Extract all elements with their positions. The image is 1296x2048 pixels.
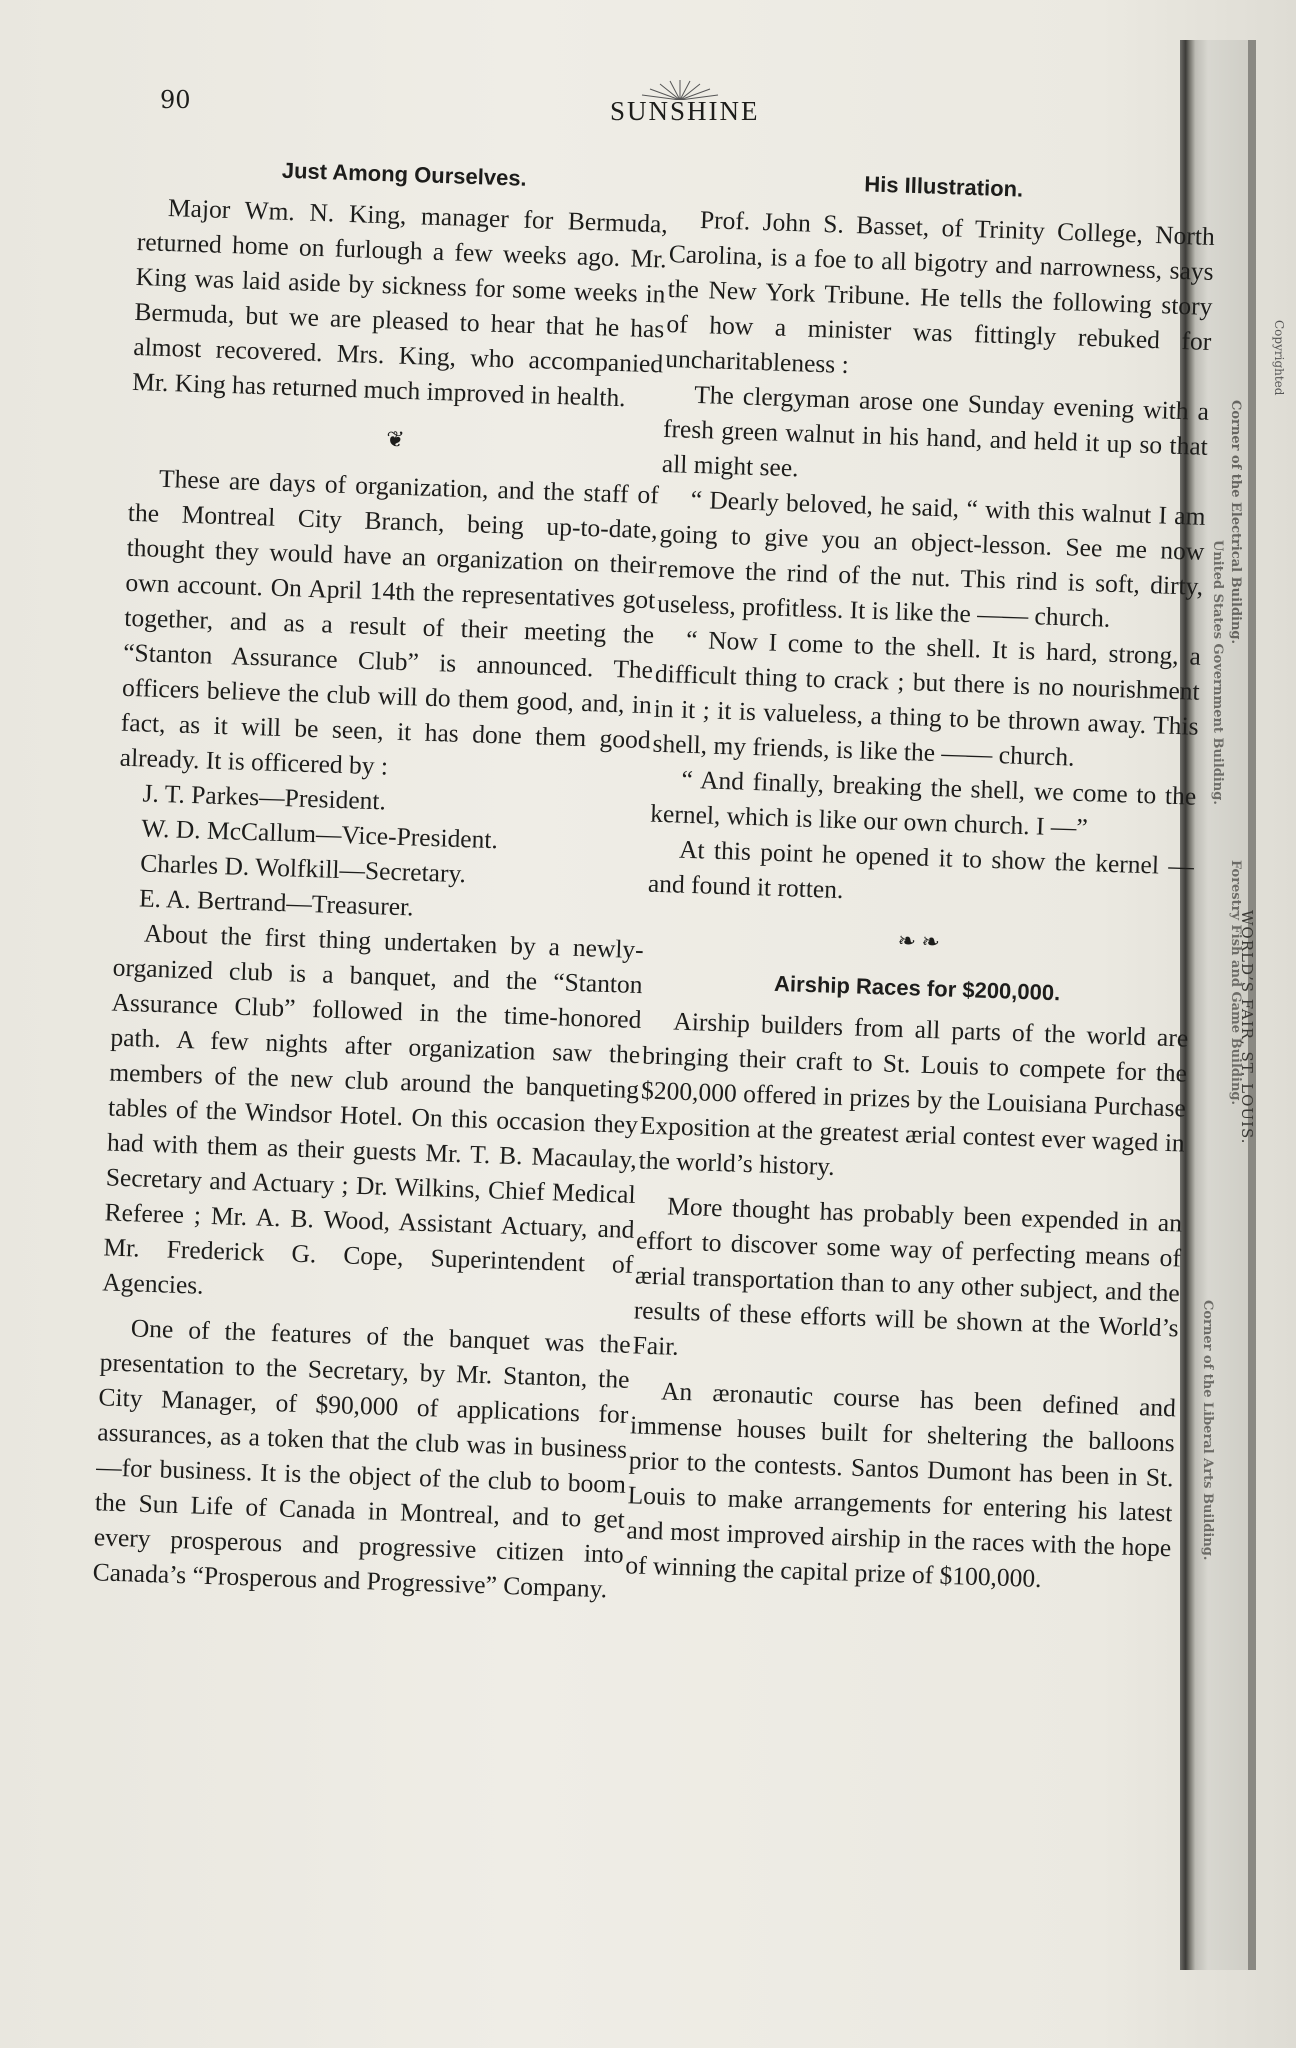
paragraph-clergyman: The clergyman arose one Sunday evening with a fresh green walnut in his hand, and held it up so that all might see.: [661, 379, 1210, 483]
copyright-note: Copyrighted: [1272, 320, 1286, 396]
plate-caption-line4: Corner of the Liberal Arts Building.: [1200, 1300, 1215, 1561]
paragraph-aeronautic-course: An æronautic course has been defined and immense houses built for sheltering the balloons prior to the contests. Santos Dumont has been in St. Louis to make arrangements for entering his latest and most improved airship in the races with the hope of winning the capital prize of $100,000.: [624, 1376, 1177, 1594]
officer-treasurer: E. A. Bertrand—Treasurer.: [138, 883, 415, 922]
plate-caption-line1: Corner of the Electrical Building.: [1228, 400, 1243, 645]
paragraph-walnut-shell: “ Now I come to the shell. It is hard, strong, a difficult thing to crack ; but there is no nourishment in it ; it is valueless, a thing to be thrown away. This shell, my friends, is like the —— church.: [652, 624, 1202, 772]
left-column: [92, 148, 670, 1607]
right-column: [625, 160, 1217, 1600]
paragraph-features: One of the features of the banquet was the presentation to the Secretary, by Mr. Stanton, the City Manager, of $90,000 of applications for assurances, as a token that the club was in business—for business. It is the object of the club to boom the Sun Life of Canada in Montreal, and to get every prosperous and progressive citizen into Canada’s “Prosperous and Progressive” Company.: [92, 1313, 632, 1604]
paragraph-walnut-kernel: “ And finally, breaking the shell, we come to the kernel, which is like our own church. I —”: [649, 764, 1197, 843]
paragraph-organization: These are days of organization, and the staff of the Montreal City Branch, being up-to-date, thought they would have an organization on their own account. On April 14th the representatives got together, and as a result of their meeting the “Stanton Assurance Club” is announced. The officers believe the club will do them good, and, in fact, as it will be seen, it has done them good already. It is officered by :: [119, 463, 660, 781]
plate-caption-line3: Forestry Fish and Game Building.: [1228, 860, 1243, 1106]
officer-president: J. T. Parkes—President.: [142, 778, 387, 816]
ornament-icon: ❦: [385, 426, 406, 452]
page-number: 90: [160, 86, 191, 114]
paragraph-major-king: Major Wm. N. King, manager for Bermuda, returned home on furlough a few weeks ago. Mr. King was laid aside by sickness for some weeks in Bermuda, but we are pleased to hear that he has almost recovered. Mrs. King, who accompanied Mr. King has returned much improved in health.: [131, 192, 669, 413]
officer-vice-president: W. D. McCallum—Vice-President.: [140, 813, 499, 855]
officer-secretary: Charles D. Wolfkill—Secretary.: [139, 848, 467, 889]
heading-airship-races: Airship Races for $200,000.: [773, 970, 1061, 1006]
heading-his-illustration: His Illustration.: [863, 171, 1024, 202]
heading-just-among-ourselves: Just Among Ourselves.: [281, 157, 528, 191]
paragraph-walnut-rind: “ Dearly beloved, he said, “ with this walnut I am going to give you an object-lesson. See me now remove the rind of the nut. This rind is soft, dirty, useless, profitless. It is like the —— church.: [656, 484, 1206, 633]
plate-caption-line2: United States Government Building.: [1210, 540, 1225, 805]
paragraph-basset: Prof. John S. Basset, of Trinity College, North Carolina, is a foe to all bigotry and narrowness, says the New York Tribune. He tells the following story of how a minister was fittingly rebuked for uncharitableness :: [664, 204, 1216, 379]
plate-caption-outer: WORLD’S FAIR, ST. LOUIS.: [1238, 910, 1256, 1145]
paragraph-airship-builders: Airship builders from all parts of the world are bringing their craft to St. Louis to compete for the $200,000 offered in prizes by the Louisiana Purchase Exposition at the greatest ærial contest ever waged in the world’s history.: [638, 1006, 1189, 1181]
paragraph-rotten: At this point he opened it to show the kernel — and found it rotten.: [647, 834, 1195, 905]
paragraph-aerial-transport: More thought has probably been expended in an effort to discover some way of perfecting means of ærial transportation than to any other subject, and the results of these efforts will be shown at the World’s Fair.: [632, 1191, 1183, 1361]
paragraph-banquet: About the first thing undertaken by a newly-organized club is a banquet, and the “Stanton Assurance Club” followed in the time-honored path. A few nights after organization saw the members of the new club around the banqueting tables of the Windsor Hotel. On this occasion they had with them as their guests Mr. T. B. Macaulay, Secretary and Actuary ; Dr. Wilkins, Chief Medical Referee ; Mr. A. B. Wood, Assistant Actuary, and Mr. Frederick G. Cope, Superintendent of Agencies.: [101, 918, 645, 1300]
ornament-pair-icon: ❧ ❧: [897, 927, 941, 955]
page-header: [150, 86, 1030, 136]
masthead-title: SUNSHINE: [610, 96, 760, 126]
